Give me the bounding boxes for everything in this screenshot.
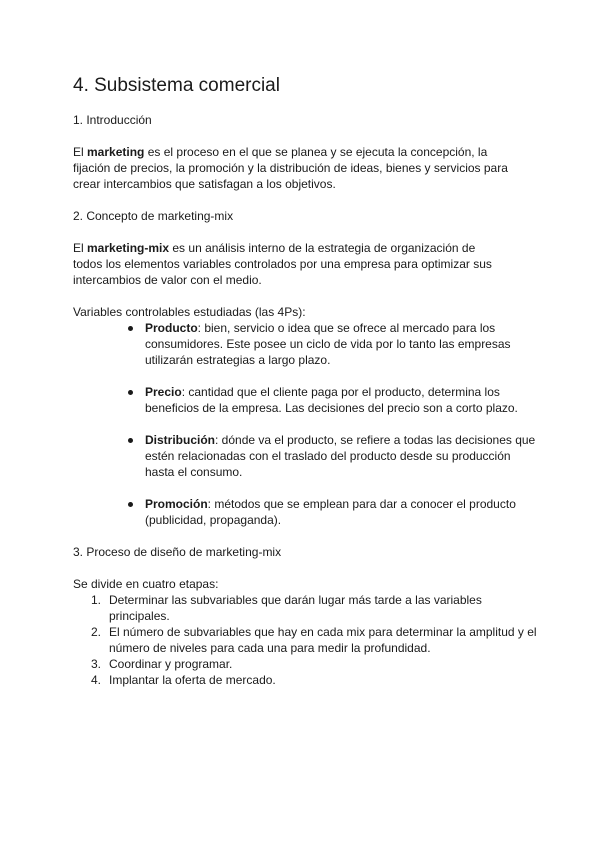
design-intro: Se divide en cuatro etapas: — [73, 577, 219, 591]
step-number: 1. — [91, 593, 102, 607]
step-number: 4. — [91, 673, 102, 687]
item-term: Precio — [145, 385, 182, 399]
step-text: El número de subvariables que hay en cada mix para determinar la amplitud y el número de niveles para cada una para medir la profundidad. — [109, 625, 537, 655]
step-number: 3. — [91, 657, 102, 671]
intro-term: marketing — [87, 145, 145, 159]
list-item-distribucion — [73, 432, 543, 480]
list-item-step — [73, 656, 543, 672]
concept-lead: El — [73, 241, 88, 255]
concept-text: es un análisis interno de la estrategia de organización de todos los elementos variables controlados por una empresa para optimizar sus intercambios de valor con el medio. — [73, 241, 492, 287]
item-text: : métodos que se emplean para dar a conocer el producto (publicidad, propaganda). — [145, 497, 516, 527]
variables-intro: Variables controlables estudiadas (las 4Ps): — [73, 305, 306, 319]
item-text: : dónde va el producto, se refiere a todas las decisiones que estén relacionadas con el traslado del producto desde su producción hasta el consumo. — [145, 433, 536, 479]
variables-list — [73, 320, 543, 544]
page-title: 4. Subsistema comercial — [73, 75, 280, 96]
item-text: : cantidad que el cliente paga por el producto, determina los beneficios de la empresa. Las decisiones del precio son a corto plazo. — [145, 385, 518, 415]
step-text: Implantar la oferta de mercado. — [109, 673, 276, 687]
section-heading-design: 3. Proceso de diseño de marketing-mix — [73, 545, 282, 559]
step-text: Determinar las subvariables que darán lugar más tarde a las variables principales. — [109, 593, 482, 623]
intro-paragraph — [73, 144, 513, 192]
item-term: Promoción — [145, 497, 208, 511]
section-heading-concept: 2. Concepto de marketing-mix — [73, 209, 234, 223]
steps-list — [73, 592, 543, 688]
bullet-icon — [128, 326, 133, 331]
bullet-icon — [128, 390, 133, 395]
list-item-step — [73, 624, 543, 656]
bullet-icon — [128, 502, 133, 507]
item-text: : bien, servicio o idea que se ofrece al mercado para los consumidores. Este posee un ciclo de vida por lo tanto las empresas utilizarán estrategias a largo plazo. — [145, 321, 511, 367]
list-item-producto — [73, 320, 543, 368]
item-term: Distribución — [145, 433, 216, 447]
list-item-step — [73, 592, 543, 624]
step-text: Coordinar y programar. — [109, 657, 233, 671]
bullet-icon — [128, 438, 133, 443]
step-number: 2. — [91, 625, 102, 639]
list-item-step — [73, 672, 543, 688]
intro-text: es el proceso en el que se planea y se ejecuta la concepción, la fijación de precios, la promoción y la distribución de ideas, bienes y servicios para crear intercambios que satisfagan a los objetivos. — [73, 145, 508, 191]
item-term: Producto — [145, 321, 198, 335]
list-item-precio — [73, 384, 543, 416]
section-heading-intro: 1. Introducción — [73, 113, 152, 127]
list-item-promocion — [73, 496, 543, 528]
concept-term: marketing-mix — [87, 241, 170, 255]
concept-paragraph — [73, 240, 498, 288]
intro-lead: El — [73, 145, 88, 159]
